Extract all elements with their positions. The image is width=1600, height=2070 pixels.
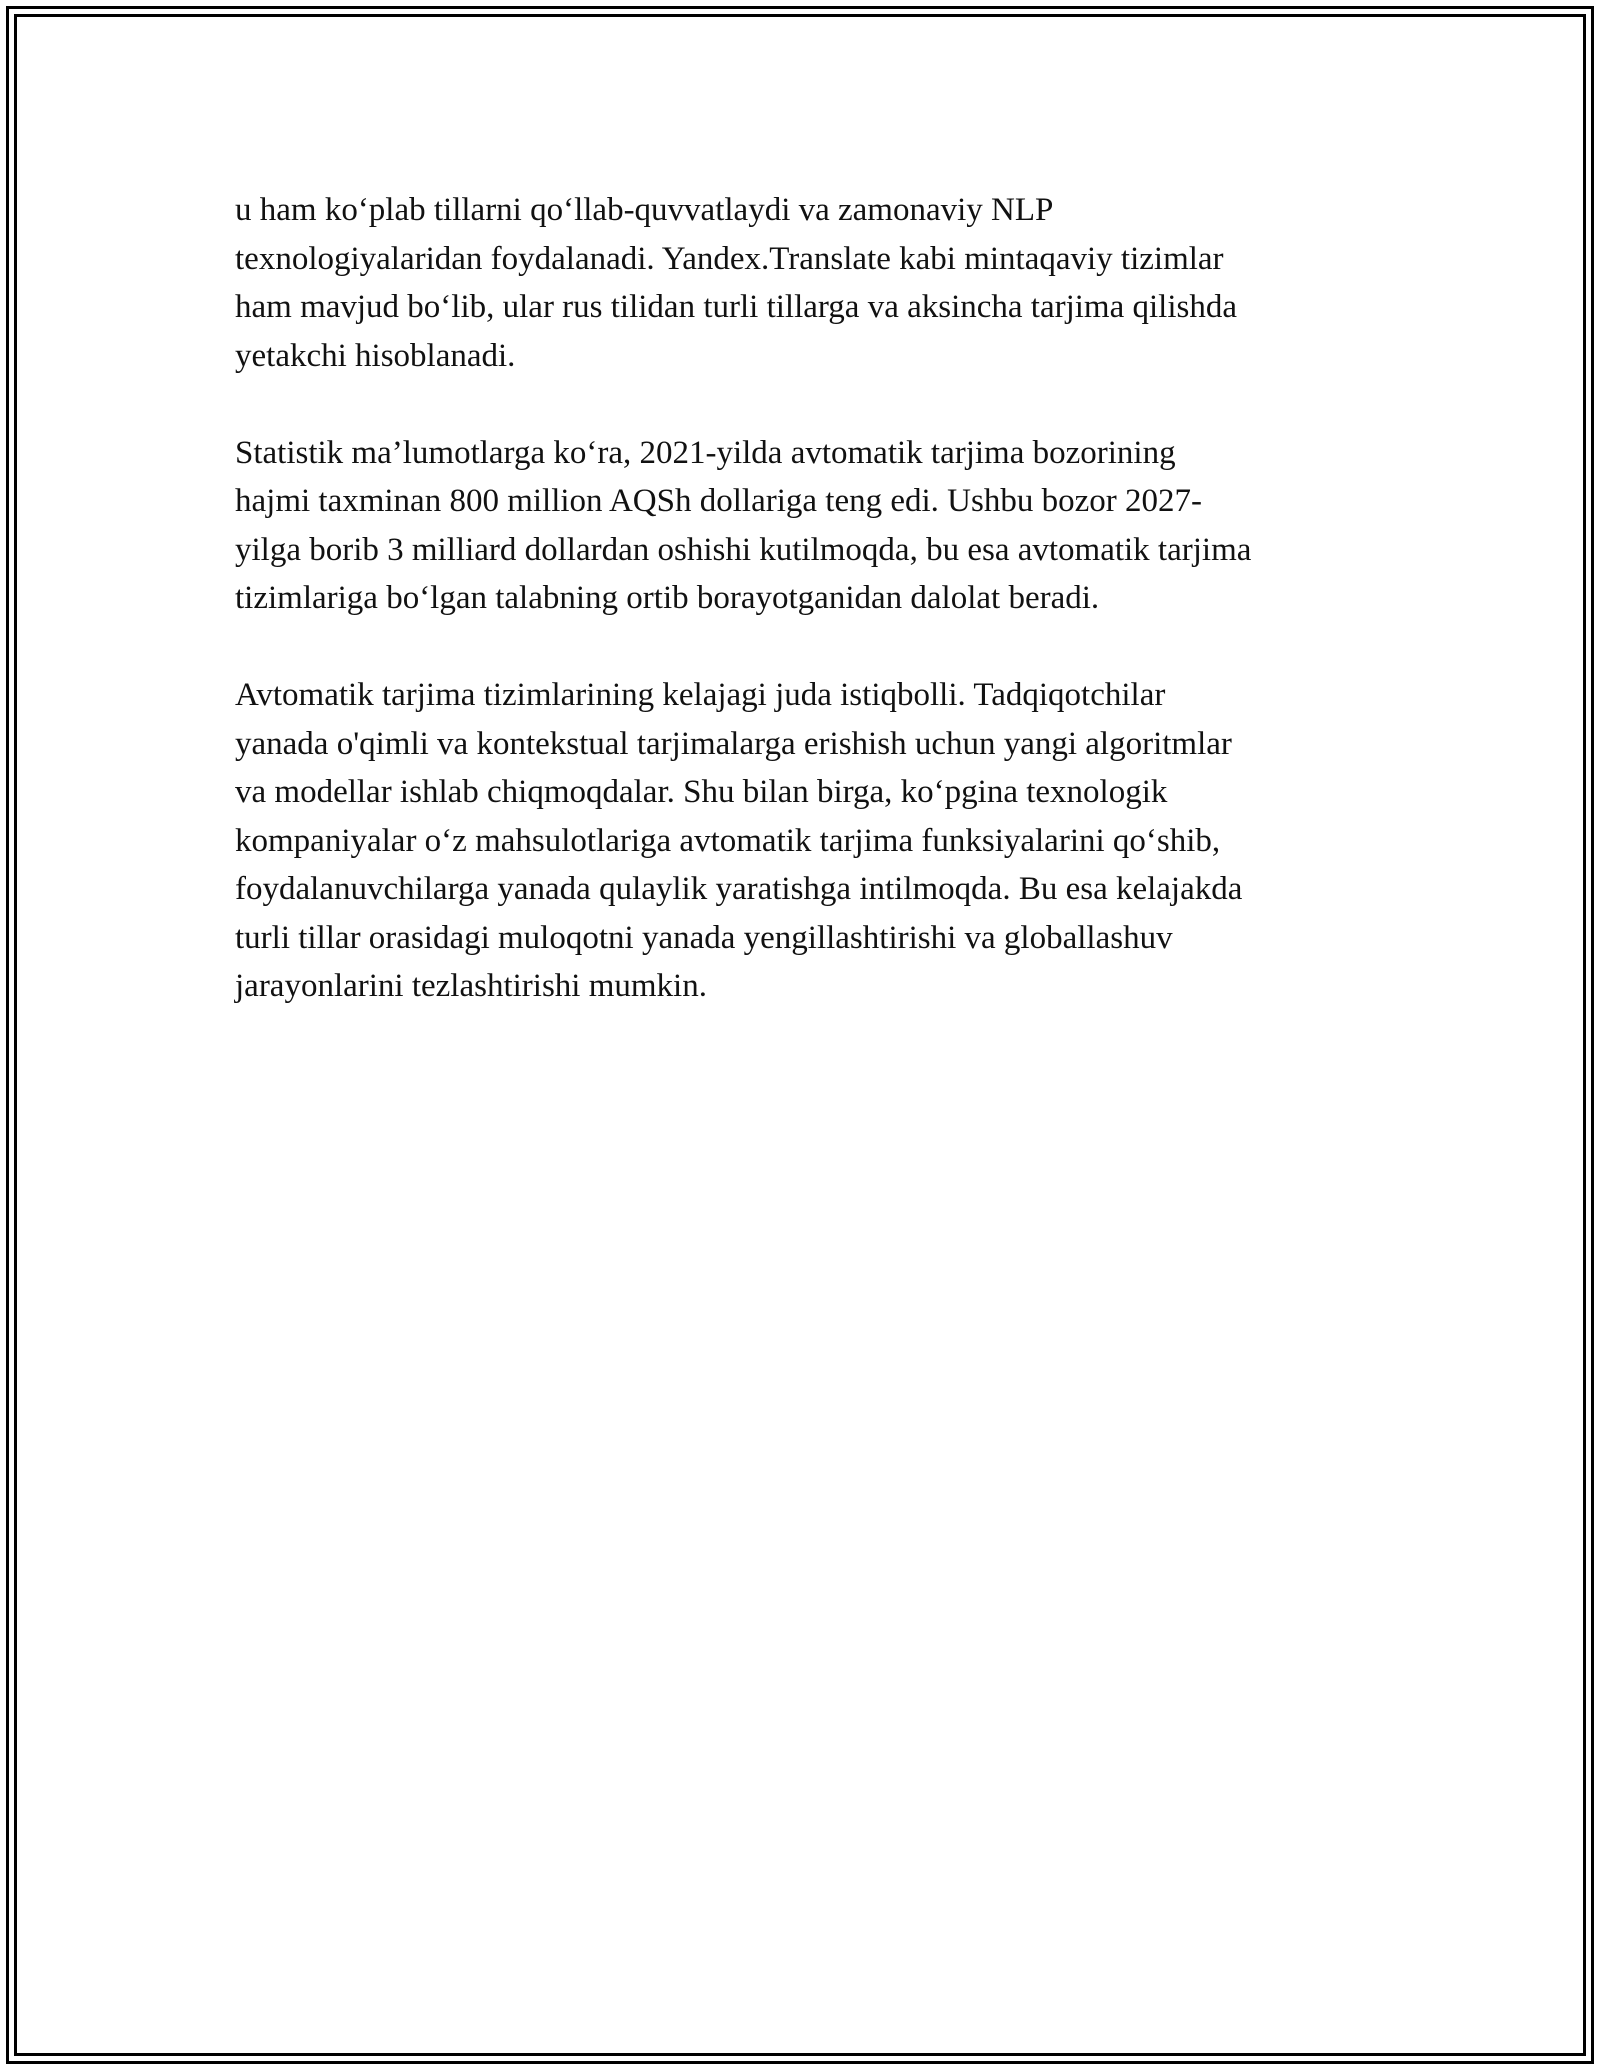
paragraph-2-line-1: Statistik ma’lumotlarga ko‘ra, 2021-yilda avtomatik tarjima bozorining xyxy=(235,434,1176,471)
paragraph-3 xyxy=(235,671,1365,1011)
paragraph-2 xyxy=(235,429,1365,623)
paragraph-1-line-3: ham mavjud bo‘lib, ular rus tilidan turli tillarga va aksincha tarjima qilishda xyxy=(235,289,1237,325)
paragraph-2-line-3: yilga borib 3 milliard dollardan oshishi kutilmoqda, bu esa avtomatik tarjima xyxy=(235,531,1252,568)
paragraph-1-line-2: texnologiyalaridan foydalanadi. Yandex.Translate kabi mintaqaviy tizimlar xyxy=(235,240,1224,277)
paragraph-3-line-3: va modellar ishlab chiqmoqdalar. Shu bilan birga, ko‘pgina texnologik xyxy=(235,774,1168,810)
paragraph-1 xyxy=(235,186,1365,380)
paragraph-3-line-4: kompaniyalar o‘z mahsulotlariga avtomatik tarjima funksiyalarini qo‘shib, xyxy=(235,822,1221,859)
paragraph-1-line-4: yetakchi hisoblanadi. xyxy=(235,337,516,374)
paragraph-3-line-6: turli tillar orasidagi muloqotni yanada yengillashtirishi va globallashuv xyxy=(235,919,1173,956)
paragraph-3-line-5: foydalanuvchilarga yanada qulaylik yaratishga intilmoqda. Bu esa kelajakda xyxy=(235,871,1243,907)
document-body xyxy=(235,186,1365,1059)
paragraph-3-line-2: yanada o'qimli va kontekstual tarjimalarga erishish uchun yangi algoritmlar xyxy=(235,725,1232,762)
paragraph-2-line-4: tizimlariga bo‘lgan talabning ortib borayotganidan dalolat beradi. xyxy=(235,580,1100,616)
paragraph-1-line-1: u ham ko‘plab tillarni qo‘llab-quvvatlaydi va zamonaviy NLP xyxy=(235,192,1054,228)
paragraph-3-line-7: jarayonlarini tezlashtirishi mumkin. xyxy=(235,968,707,1004)
paragraph-2-line-2: hajmi taxminan 800 million AQSh dollariga teng edi. Ushbu bozor 2027- xyxy=(235,483,1202,519)
paragraph-3-line-1: Avtomatik tarjima tizimlarining kelajagi juda istiqbolli. Tadqiqotchilar xyxy=(235,677,1166,713)
